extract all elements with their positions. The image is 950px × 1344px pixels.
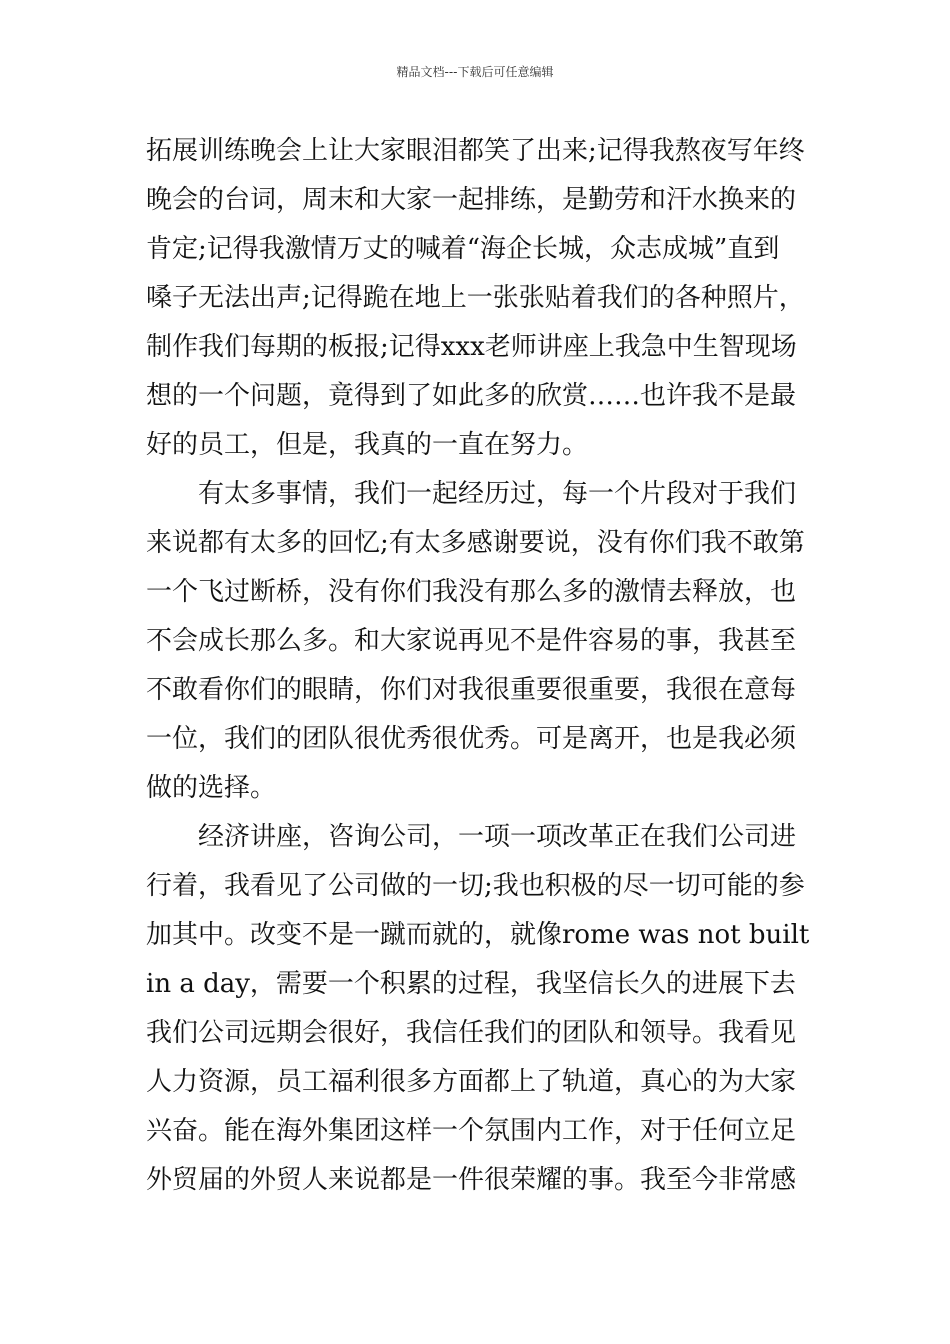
text-line: 行着，我看见了公司做的一切;我也积极的尽一切可能的参 bbox=[146, 871, 805, 901]
text-line: 一个飞过断桥，没有你们我没有那么多的激情去释放，也 bbox=[146, 577, 797, 607]
text-line: 兴奋。能在海外集团这样一个氛围内工作，对于任何立足 bbox=[146, 1116, 797, 1146]
text-line: 我们公司远期会很好，我信任我们的团队和领导。我看见 bbox=[146, 1018, 797, 1048]
text-line: 经济讲座，咨询公司，一项一项改革正在我们公司进 bbox=[198, 822, 797, 852]
text-line: 肯定;记得我激情万丈的喊着“海企长城，众志成城”直到 bbox=[146, 234, 780, 264]
page-header: 精品文档---下载后可任意编辑 bbox=[396, 65, 554, 79]
text-line: 不会成长那么多。和大家说再见不是件容易的事，我甚至 bbox=[146, 626, 797, 656]
text-line: 晚会的台词，周末和大家一起排练，是勤劳和汗水换来的 bbox=[146, 185, 797, 215]
text-line: 好的员工，但是，我真的一直在努力。 bbox=[146, 430, 589, 460]
document-body bbox=[146, 127, 816, 1205]
text-line: 想的一个问题，竟得到了如此多的欣赏……也许我不是最 bbox=[146, 381, 797, 411]
paragraph-1 bbox=[146, 127, 816, 470]
text-line: 拓展训练晚会上让大家眼泪都笑了出来;记得我熬夜写年终 bbox=[146, 136, 805, 166]
text-line: 做的选择。 bbox=[146, 773, 277, 803]
text-line: 外贸届的外贸人来说都是一件很荣耀的事。我至今非常感 bbox=[146, 1165, 797, 1195]
text-line: 来说都有太多的回忆;有太多感谢要说，没有你们我不敢第 bbox=[146, 528, 805, 558]
text-line: 不敢看你们的眼睛，你们对我很重要很重要，我很在意每 bbox=[146, 675, 797, 705]
text-line: 加其中。改变不是一蹴而就的，就像rome was not built bbox=[146, 920, 810, 950]
text-line: 人力资源，员工福利很多方面都上了轨道，真心的为大家 bbox=[146, 1067, 797, 1097]
text-line: in a day，需要一个积累的过程，我坚信长久的进展下去 bbox=[146, 969, 796, 999]
text-line: 制作我们每期的板报;记得xxx老师讲座上我急中生智现场 bbox=[146, 332, 797, 362]
text-line: 一位，我们的团队很优秀很优秀。可是离开，也是我必须 bbox=[146, 724, 797, 754]
paragraph-3 bbox=[146, 813, 816, 1205]
text-line: 嗓子无法出声;记得跪在地上一张张贴着我们的各种照片， bbox=[146, 283, 805, 313]
paragraph-2 bbox=[146, 470, 816, 813]
text-line: 有太多事情，我们一起经历过，每一个片段对于我们 bbox=[198, 479, 797, 509]
